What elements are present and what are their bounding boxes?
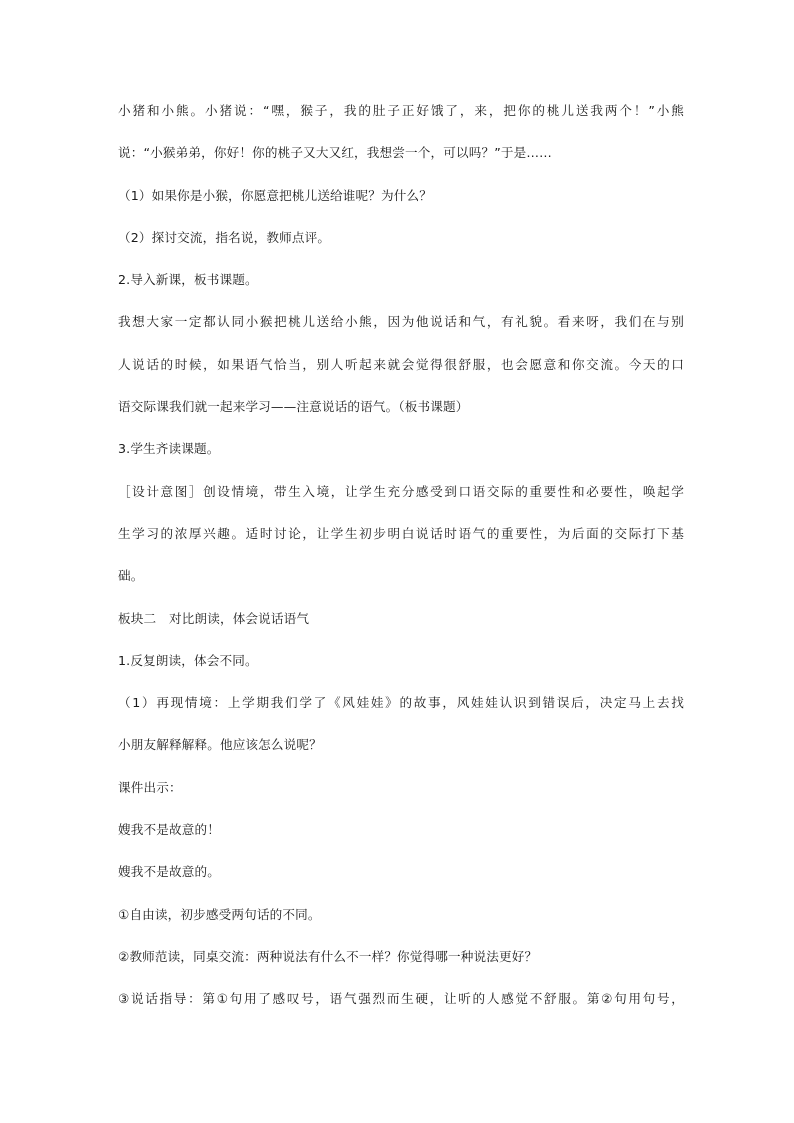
subsection-heading: 1.反复朗读，体会不同。 [118,652,258,668]
example-sentence-2: 嫂我不是故意的。 [118,864,220,880]
paragraph-line-2: 说：“小猴弟弟，你好！你的桃子又大又红，我想尝一个，可以吗？”于是…… [118,145,552,161]
design-intent-line-1: ［设计意图］创设情境，带生入境，让学生充分感受到口语交际的重要性和必要性，唤起学 [118,483,684,499]
design-intent-line-2: 生学习的浓厚兴趣。适时讨论，让学生初步明白说话时语气的重要性，为后面的交际打下基 [118,525,684,541]
paragraph-line-8: 语交际课我们就一起来学习——注意说话的语气。（板书课题） [118,399,469,415]
scenario-line-2: 小朋友解释解释。他应该怎么说呢？ [118,737,322,753]
document-body [118,101,684,1032]
question-2: （2）探讨交流，指名说，教师点评。 [118,229,331,245]
step-3: ③说话指导：第①句用了感叹号，语气强烈而生硬，让听的人感觉不舒服。第②句用句号， [118,991,684,1007]
section-step-2: 2.导入新课，板书课题。 [118,272,258,288]
block-two-heading: 板块二 对比朗读，体会说话语气 [118,610,310,626]
example-sentence-1: 嫂我不是故意的！ [118,822,220,838]
design-intent-line-3: 础。 [118,568,144,584]
question-1: （1）如果你是小猴，你愿意把桃儿送给谁呢？为什么？ [118,187,433,203]
section-step-3: 3.学生齐读课题。 [118,441,220,457]
paragraph-line-7: 人说话的时候，如果语气恰当，别人听起来就会觉得很舒服，也会愿意和你交流。今天的口 [118,356,684,372]
step-2: ②教师范读，同桌交流：两种说法有什么不一样？你觉得哪一种说法更好？ [118,948,538,964]
paragraph-line-1: 小猪和小熊。小猪说：“嘿，猴子，我的肚子正好饿了，来，把你的桃儿送我两个！”小熊 [118,103,684,118]
courseware-label: 课件出示： [118,779,182,795]
scenario-line-1: （1）再现情境：上学期我们学了《风娃娃》的故事，风娃娃认识到错误后，决定马上去找 [118,695,684,711]
step-1: ①自由读，初步感受两句话的不同。 [118,906,321,922]
paragraph-line-6: 我想大家一定都认同小猴把桃儿送给小熊，因为他说话和气，有礼貌。看来呀，我们在与别 [118,314,684,330]
